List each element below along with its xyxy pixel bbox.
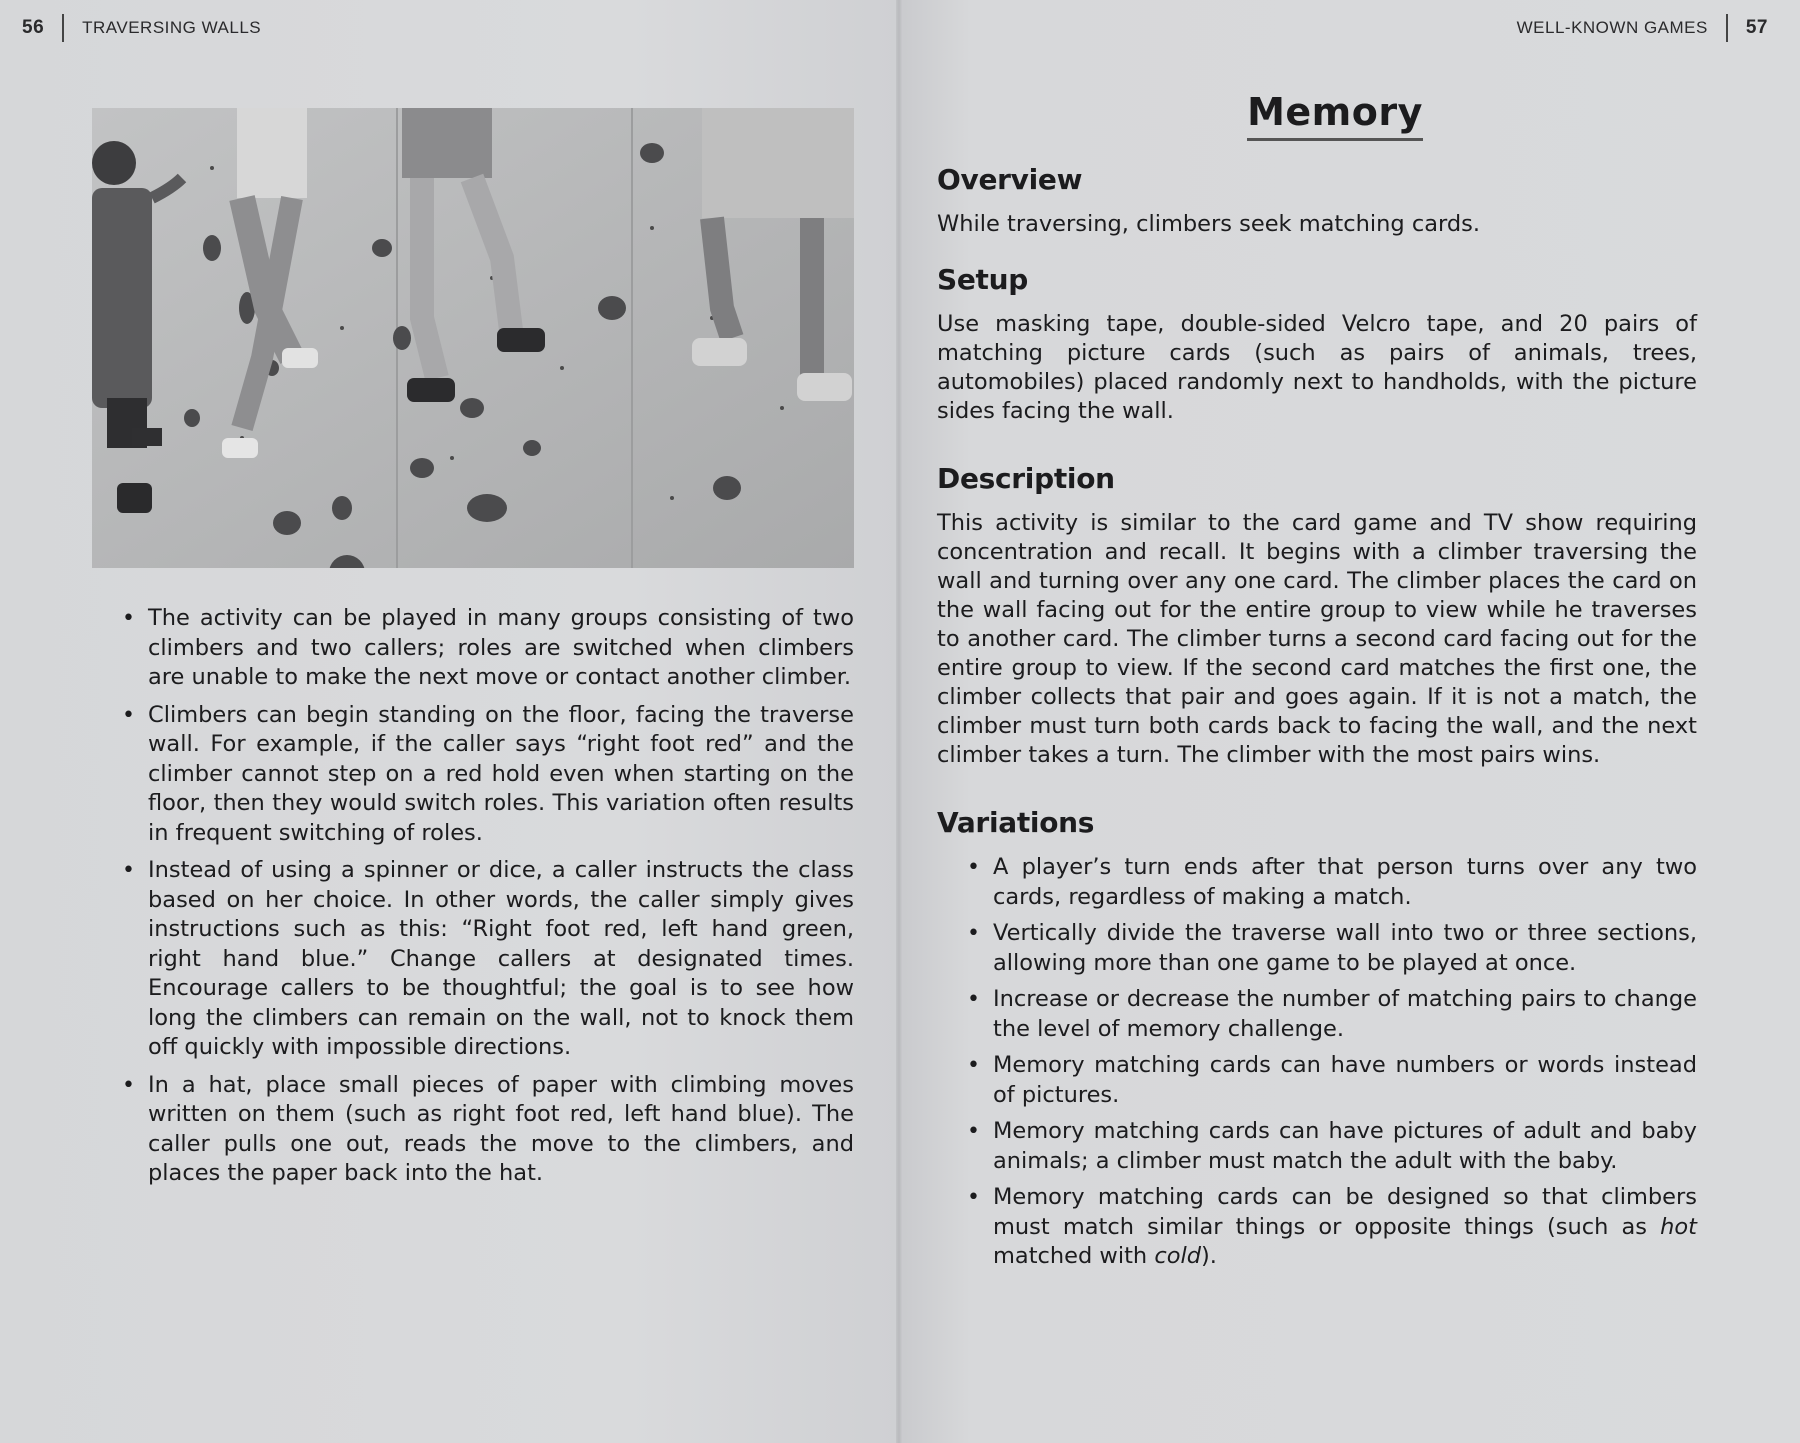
- left-running-head: [22, 14, 261, 42]
- bullet-icon: •: [122, 606, 135, 631]
- bullet-icon: •: [967, 1119, 980, 1144]
- bullet-icon: •: [122, 858, 135, 883]
- left-running-head-title: TRAVERSING WALLS: [82, 18, 262, 37]
- right-running-head-title: WELL-KNOWN GAMES: [1516, 18, 1708, 37]
- list-item: • A player’s turn ends after that person turns over any two cards, regardless of making a match.: [967, 854, 1697, 910]
- description-heading: Description: [937, 462, 1115, 495]
- variations-heading: Variations: [937, 806, 1095, 839]
- list-item: • Climbers can begin standing on the floor, facing the traverse wall. For example, if the caller says “right foot red” and the climber cannot step on a red hold even when starting on the floor, then they would switch roles. This variation often results in frequent switching of roles.: [122, 701, 854, 846]
- list-item: • Instead of using a spinner or dice, a caller instructs the class based on her choice. In other words, the caller simply gives instructions such as this: “Right foot red, left hand green, right hand blue.” Change callers at designated times. Encourage callers to be thoughtful; the goal is to see how long the climbers can remain on the wall, not to knock them off quickly with impossible directions.: [122, 857, 854, 1060]
- bullet-icon: •: [967, 1185, 980, 1210]
- list-item: • Memory matching cards can have pictures of adult and baby animals; a climber must match the adult with the baby.: [967, 1118, 1697, 1174]
- list-item: • Memory matching cards can be designed so that climbers must match similar things or opposite things (such as hot matched with cold).: [967, 1184, 1697, 1269]
- bullet-icon: •: [967, 855, 980, 880]
- right-running-head: [1517, 14, 1768, 42]
- setup-section: [937, 263, 1697, 426]
- list-item: • The activity can be played in many groups consisting of two climbers and two callers; roles are switched when climbers are unable to make the next move or contact another climber.: [122, 605, 854, 690]
- list-item: • In a hat, place small pieces of paper with climbing moves written on them (such as right foot red, left hand blue). The caller pulls one out, reads the move to the climbers, and places the paper back into the hat.: [122, 1071, 854, 1186]
- emphasis-hot: hot: [1660, 1213, 1697, 1240]
- left-variations-list-container: [120, 604, 854, 1197]
- book-gutter: [896, 0, 902, 1443]
- climbing-wall-photo: [92, 108, 854, 568]
- description-section: [937, 462, 1697, 770]
- overview-section: [937, 163, 1697, 239]
- running-head-divider: [1726, 14, 1728, 42]
- bullet-icon: •: [967, 921, 980, 946]
- overview-text: While traversing, climbers seek matching cards.: [937, 211, 1480, 237]
- right-page-number: 57: [1745, 17, 1768, 38]
- setup-heading: Setup: [937, 263, 1029, 296]
- running-head-divider: [62, 14, 64, 42]
- emphasis-cold: cold: [1154, 1243, 1201, 1269]
- right-content-column: [937, 90, 1697, 1279]
- left-page-number: 56: [22, 17, 45, 38]
- bullet-icon: •: [122, 1072, 135, 1098]
- left-bullet-list: [120, 604, 854, 1189]
- bullet-icon: •: [967, 1053, 980, 1078]
- variations-section: [937, 806, 1697, 1272]
- setup-text: Use masking tape, double-sided Velcro tape, and 20 pairs of matching picture cards (such as pairs of animals, trees, automobiles) placed randomly next to handholds, with the picture sides facing the wall.: [937, 311, 1697, 424]
- variations-list: [937, 853, 1697, 1272]
- list-item: • Memory matching cards can have numbers or words instead of pictures.: [967, 1052, 1697, 1108]
- title-wrap: [937, 90, 1697, 141]
- overview-heading: Overview: [937, 163, 1083, 196]
- description-text: This activity is similar to the card game and TV show requiring concentration and recall. It begins with a climber traversing the wall and turning over any one card. The climber places the card on the wall facing out for the entire group to view while he traverses to another card. The climber turns a second card facing out for the entire group to view. If the second card matches the first one, the climber collects that pair and goes again. If it is not a match, the climber must turn both cards back to facing the wall, and the next climber takes a turn. The climber with the most pairs wins.: [937, 510, 1697, 768]
- bullet-icon: •: [967, 987, 980, 1012]
- page-title: Memory: [1247, 90, 1423, 141]
- list-item: • Vertically divide the traverse wall into two or three sections, allowing more than one game to be played at once.: [967, 920, 1697, 976]
- list-item: • Increase or decrease the number of matching pairs to change the level of memory challenge.: [967, 986, 1697, 1042]
- bullet-icon: •: [122, 702, 135, 728]
